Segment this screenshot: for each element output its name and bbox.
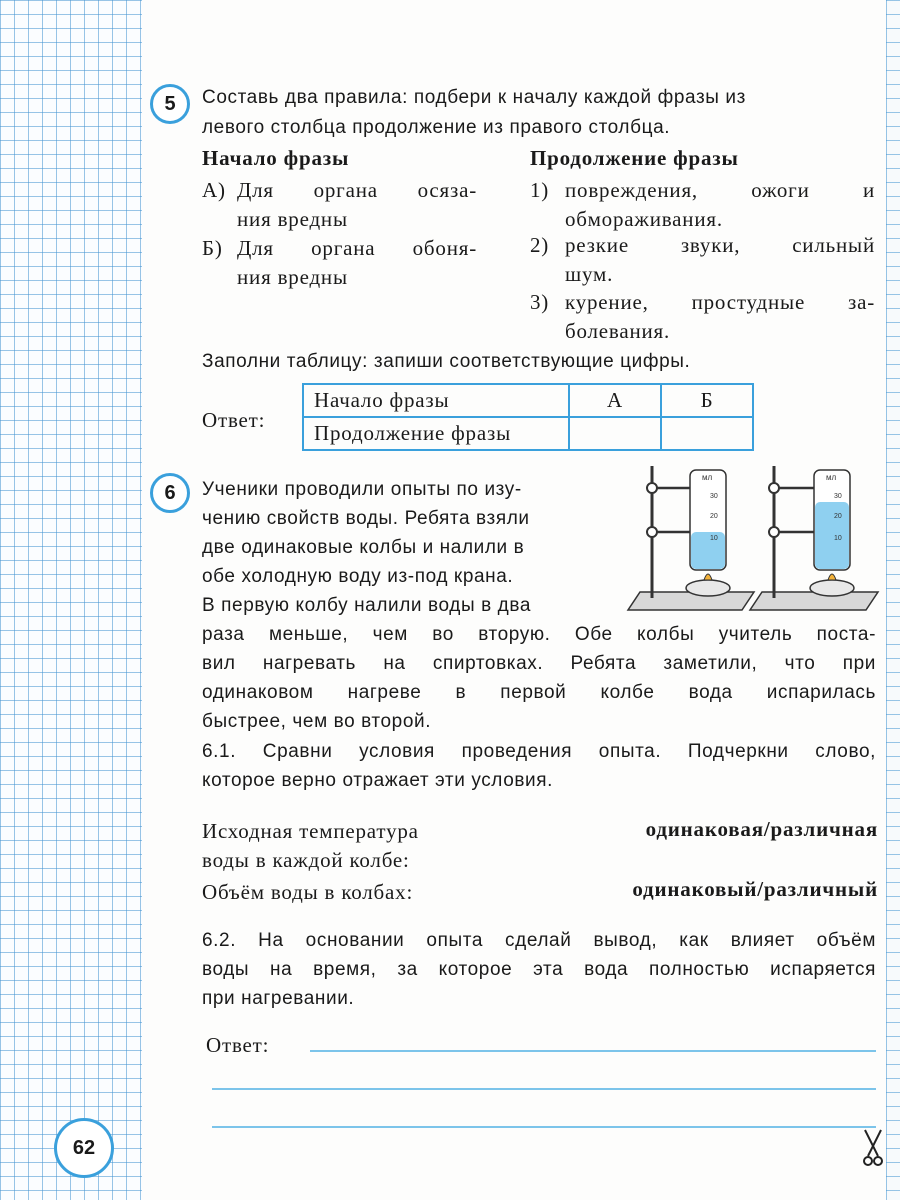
task-number-badge: 5 [150, 84, 190, 124]
q2-text-line2: воды на время, за которое эта вода полностью испаряется [202, 959, 876, 980]
right-item-marker: 1) [530, 178, 550, 202]
table-row-label: Начало фразы [303, 384, 569, 417]
left-item-text: Для органа осяза- [237, 178, 477, 202]
q1-text-line2: которое верно отражает эти условия. [202, 770, 554, 791]
scale-mark: 10 [710, 535, 718, 542]
condition-label: воды в каждой колбе: [202, 848, 410, 872]
right-item-marker: 2) [530, 233, 550, 257]
right-item-text: курение, простудные за- [565, 290, 875, 314]
task6-text-line: быстрее, чем во второй. [202, 711, 432, 732]
left-item-text: Для органа обоня- [237, 236, 477, 260]
left-column-header: Начало фразы [202, 146, 350, 170]
experiment-figure [622, 460, 882, 618]
table-header-a: А [569, 384, 661, 417]
task6-text-line: вил нагревать на спиртовках. Ребята заметили, что при [202, 653, 876, 674]
right-item-marker: 3) [530, 290, 550, 314]
left-item-marker: А) [202, 178, 226, 202]
scale-mark: 30 [710, 493, 718, 500]
table-header-b: Б [661, 384, 753, 417]
scale-mark: 20 [834, 513, 842, 520]
right-item-text: повреждения, ожоги и [565, 178, 875, 202]
task6-text-line: обе холодную воду из-под крана. [202, 566, 514, 587]
condition-options[interactable]: одинаковый/различный [632, 877, 878, 901]
condition-options[interactable]: одинаковая/различная [645, 817, 878, 841]
table-row-label: Продолжение фразы [303, 417, 569, 450]
answer-line[interactable] [212, 1126, 876, 1128]
task6-text-line: В первую колбу налили воды в два [202, 595, 531, 616]
task6-text-line: Ученики проводили опыты по изу- [202, 479, 522, 500]
task6-text-line: две одинаковые колбы и налили в [202, 537, 525, 558]
task6-text-line: чению свойств воды. Ребята взяли [202, 508, 530, 529]
left-item-text: ния вредны [237, 207, 348, 231]
flask-label: мл [826, 473, 837, 482]
task-number-badge: 6 [150, 473, 190, 513]
right-item-text: обмораживания. [565, 207, 723, 231]
scale-mark: 20 [710, 513, 718, 520]
scale-mark: 10 [834, 535, 842, 542]
answer-label: Ответ: [202, 408, 266, 432]
left-item-marker: Б) [202, 236, 223, 260]
grid-margin-right [886, 0, 900, 1200]
fill-instruction: Заполни таблицу: запиши соответствующие цифры. [202, 351, 691, 372]
condition-label: Исходная температура [202, 819, 419, 843]
q2-text-line3: при нагревании. [202, 988, 355, 1009]
answer-label: Ответ: [206, 1033, 270, 1057]
answer-line[interactable] [310, 1050, 876, 1052]
page [142, 0, 886, 1200]
right-column-header: Продолжение фразы [530, 146, 739, 170]
right-item-text: шум. [565, 262, 614, 286]
answer-line[interactable] [212, 1088, 876, 1090]
right-item-text: резкие звуки, сильный [565, 233, 875, 257]
task5-prompt-line2: левого столбца продолжение из правого столбца. [202, 117, 671, 138]
grid-margin-left [0, 0, 142, 1200]
answer-cell-a[interactable] [569, 417, 661, 450]
task6-text-line: одинаковом нагреве в первой колбе вода испарилась [202, 682, 876, 703]
task6-text-line: раза меньше, чем во вторую. Обе колбы учитель поста- [202, 624, 876, 645]
flask-label: мл [702, 473, 713, 482]
task5-prompt-line1: Составь два правила: подбери к началу каждой фразы из [202, 87, 746, 108]
left-item-text: ния вредны [237, 265, 348, 289]
right-item-text: болевания. [565, 319, 671, 343]
scale-mark: 30 [834, 493, 842, 500]
answer-table [302, 383, 754, 451]
condition-label: Объём воды в колбах: [202, 880, 414, 904]
q2-text-line1: 6.2. На основании опыта сделай вывод, как влияет объём [202, 930, 876, 951]
answer-cell-b[interactable] [661, 417, 753, 450]
scissors-icon [862, 1128, 884, 1168]
page-number: 62 [54, 1118, 114, 1178]
q1-text-line1: 6.1. Сравни условия проведения опыта. Подчеркни слово, [202, 741, 876, 762]
